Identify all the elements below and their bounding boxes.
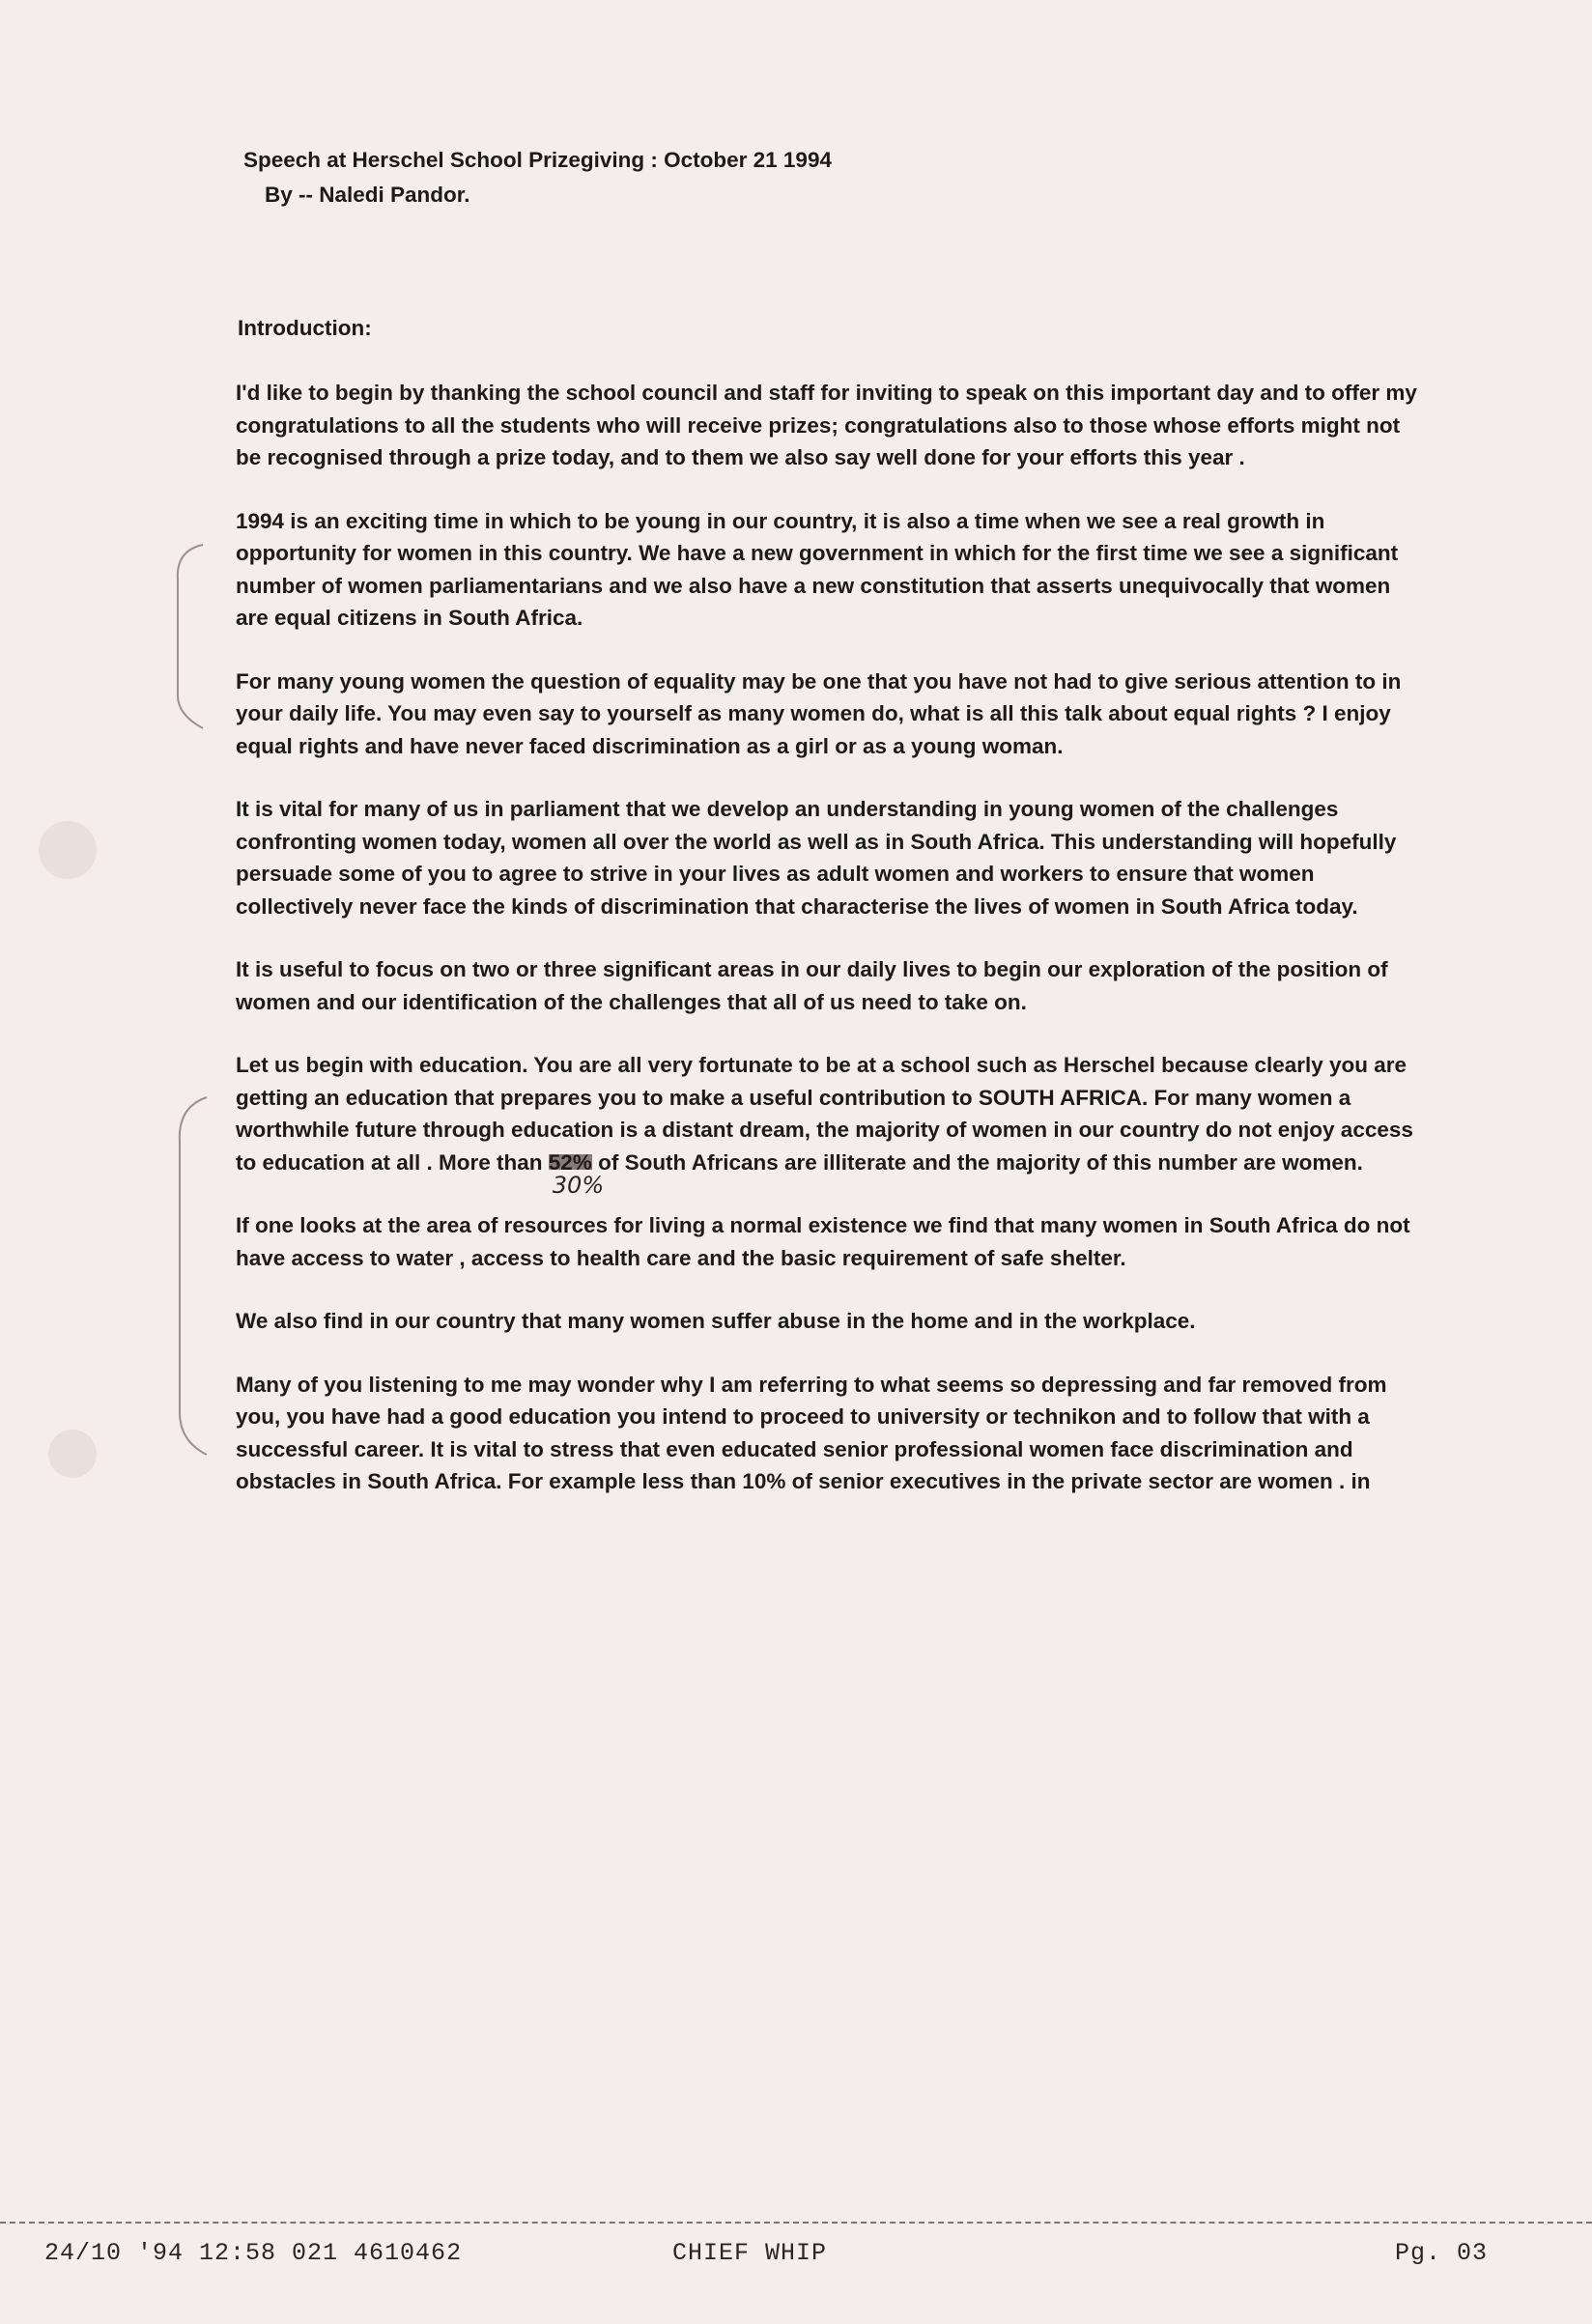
paper-blemish xyxy=(48,1430,97,1478)
correction xyxy=(549,1147,605,1199)
speech-header xyxy=(243,143,832,213)
fax-page-number: Pg. 03 xyxy=(1395,2239,1489,2267)
paragraph-resources: If one looks at the area of resources for living a normal existence we find that many women in South Africa do not have access to water , access to health care and the basic requirement of safe shelter. xyxy=(236,1213,1410,1270)
section-heading: Introduction: xyxy=(238,316,372,340)
speech-title: Speech at Herschel School Prizegiving : October 21 1994 xyxy=(243,148,832,172)
fax-footer-divider xyxy=(0,2222,1592,2224)
margin-bracket-icon xyxy=(164,1093,222,1460)
paragraph-1: I'd like to begin by thanking the school council and staff for inviting to speak on this important day and to offer my congratulations to all the students who will receive prizes; congratulations also to those whose efforts might not be recognised through a prize today, and to them we also say well done for your efforts this year . xyxy=(236,381,1417,469)
speech-byline: By -- Naledi Pandor. xyxy=(265,183,470,207)
paragraph-abuse: We also find in our country that many women suffer abuse in the home and in the workplace. xyxy=(236,1309,1196,1333)
paragraph-education xyxy=(236,1049,1422,1199)
speech-body xyxy=(236,311,1422,1529)
paragraph-2: 1994 is an exciting time in which to be young in our country, it is also a time when we see a real growth in opportunity for women in this country. We have a new government in which for the first time we see a significant number of women parliamentarians and we also have a new constitution that asserts unequivocally that women are equal citizens in South Africa. xyxy=(236,508,1399,630)
fax-timestamp: 24/10 '94 12:58 021 4610462 xyxy=(44,2239,463,2267)
fax-sender: CHIEF WHIP xyxy=(672,2239,828,2267)
paragraph-depressing: Many of you listening to me may wonder why I am referring to what seems so depressing and far removed from you, you have had a good education you intend to proceed to university or technikon and to follow that with a successful career. It is vital to stress that even educated senior professional women face discrimination and obstacles in South Africa. For example less than 10% of senior executives in the private sector are women . in xyxy=(236,1372,1387,1493)
education-text-after: of South Africans are illiterate and the majority of this number are women. xyxy=(591,1149,1363,1175)
paragraph-3: For many young women the question of equality may be one that you have not had to give serious attention to in your daily life. You may even say to yourself as many women do, what is all this talk about equal rights ? I enjoy equal rights and have never faced discrimination as a girl or as a young woman. xyxy=(236,668,1402,758)
paragraph-5: It is useful to focus on two or three significant areas in our daily lives to begin our exploration of the position of women and our identification of the challenges that all of us need to take on. xyxy=(236,957,1388,1014)
handwritten-correction: 30% xyxy=(552,1171,605,1199)
margin-bracket-icon xyxy=(164,541,222,734)
strikethrough-mark xyxy=(549,1154,592,1170)
education-text-before: Let us begin with education. You are all very fortunate to be at a school such as Herschel because clearly you are getting an education that prepares you to make a useful contribution to SOUTH AFRICA. For many women a worthwhile future through education is a distant dream, the majority of women in our country do not enjoy access to education at all . More than xyxy=(236,1053,1413,1175)
paper-blemish xyxy=(39,821,97,879)
paragraph-4: It is vital for many of us in parliament that we develop an understanding in young women of the challenges confronting women today, women all over the world as well as in South Africa. This understanding will hopefully persuade some of you to agree to strive in your lives as adult women and workers to ensure that women collectively never face the kinds of discrimination that characterise the lives of women in South Africa today. xyxy=(236,797,1397,919)
